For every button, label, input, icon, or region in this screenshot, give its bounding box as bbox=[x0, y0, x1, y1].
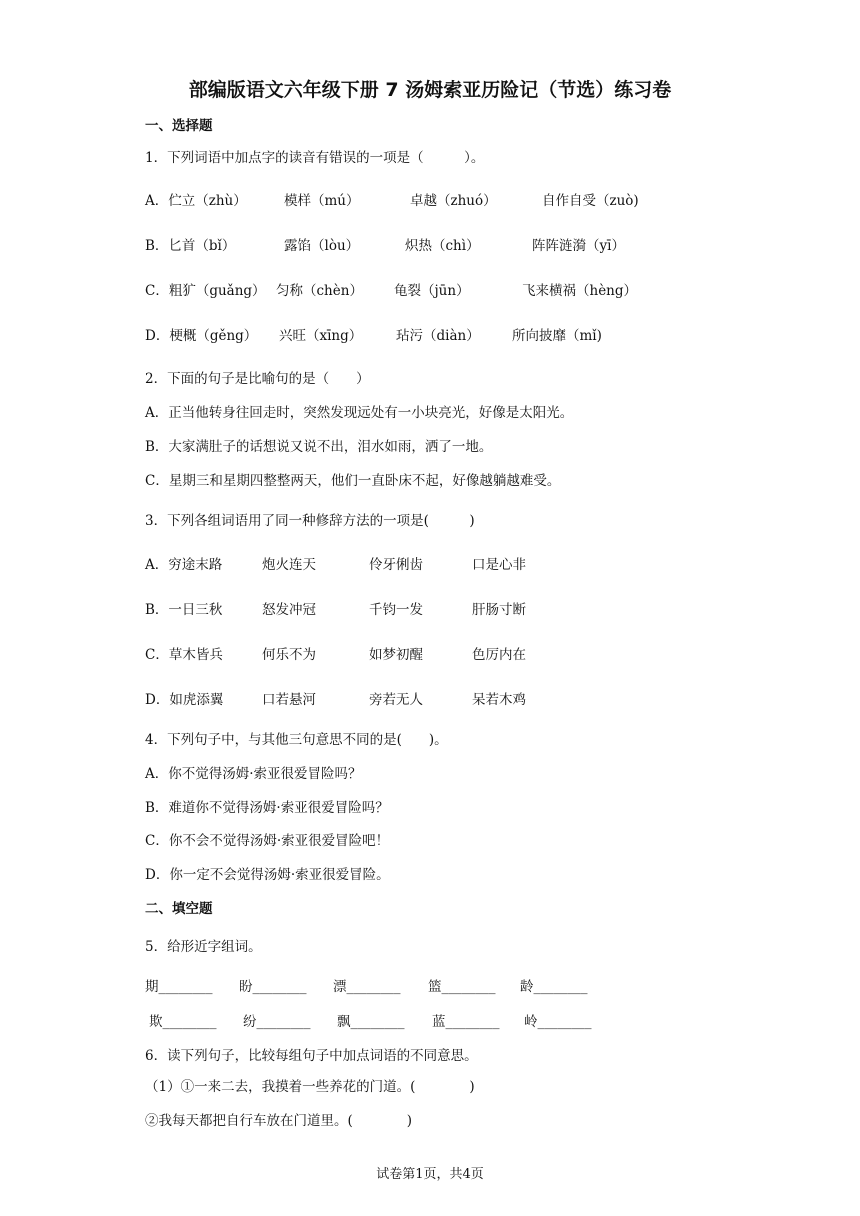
q4-option-c: C．你不会不觉得汤姆·索亚很爱冒险吧！ bbox=[145, 833, 390, 849]
q1-option-d-3: 玷污（diàn） bbox=[396, 328, 480, 344]
section-heading-choice: 一、选择题 bbox=[145, 118, 213, 134]
q4-option-d: D．你一定不会觉得汤姆·索亚很爱冒险。 bbox=[145, 867, 390, 883]
page-title: 部编版语文六年级下册 7 汤姆索亚历险记（节选）练习卷 bbox=[188, 79, 672, 101]
q3-option-a-4: 口是心非 bbox=[472, 557, 526, 573]
q3-option-a-2: 炮火连天 bbox=[262, 557, 316, 573]
q1-option-a-3: 卓越（zhuó） bbox=[410, 193, 497, 209]
q5-word-10: 岭________ bbox=[524, 1014, 592, 1030]
question-2-stem: 2．下面的句子是比喻句的是（ ） bbox=[145, 371, 370, 387]
question-5-stem: 5．给形近字组词。 bbox=[145, 939, 262, 955]
q3-option-a-1: A．穷途末路 bbox=[145, 557, 223, 573]
q3-option-c-3: 如梦初醒 bbox=[369, 647, 423, 663]
q1-option-c-4: 飞来横祸（hèng） bbox=[522, 283, 638, 299]
q3-option-b-3: 千钧一发 bbox=[369, 602, 423, 618]
q5-word-4: 篮________ bbox=[428, 979, 496, 995]
q3-option-b-1: B．一日三秋 bbox=[145, 602, 223, 618]
q6-sentence-2: ②我每天都把自行车放在门道里。( ) bbox=[145, 1113, 413, 1129]
page-footer: 试卷第1页，共4页 bbox=[376, 1167, 484, 1182]
q6-sentence-1: （1）①一来二去，我摸着一些养花的门道。( ) bbox=[145, 1079, 475, 1095]
q5-word-1: 期________ bbox=[145, 979, 213, 995]
q1-option-a-2: 模样（mú） bbox=[284, 193, 360, 209]
q1-option-b-2: 露馅（lòu） bbox=[284, 238, 360, 254]
question-4-stem: 4．下列句子中，与其他三句意思不同的是( )。 bbox=[145, 732, 448, 748]
q3-option-d-1: D．如虎添翼 bbox=[145, 692, 224, 708]
q3-option-d-4: 呆若木鸡 bbox=[472, 692, 526, 708]
q2-option-c: C．星期三和星期四整整两天，他们一直卧床不起，好像越躺越难受。 bbox=[145, 473, 561, 489]
q3-option-d-2: 口若悬河 bbox=[262, 692, 316, 708]
q1-option-c-3: 龟裂（jūn） bbox=[394, 283, 470, 299]
section-heading-fill: 二、填空题 bbox=[145, 901, 213, 917]
q5-word-7: 纷________ bbox=[243, 1014, 311, 1030]
q5-word-2: 盼________ bbox=[239, 979, 307, 995]
q1-option-d-2: 兴旺（xīng） bbox=[279, 328, 363, 344]
question-6-stem: 6．读下列句子，比较每组句子中加点词语的不同意思。 bbox=[145, 1048, 478, 1064]
q5-word-3: 漂________ bbox=[333, 979, 401, 995]
q3-option-b-4: 肝肠寸断 bbox=[472, 602, 526, 618]
q3-option-c-4: 色厉内在 bbox=[472, 647, 526, 663]
q1-option-c-2: 匀称（chèn） bbox=[276, 283, 363, 299]
q3-option-c-2: 何乐不为 bbox=[262, 647, 316, 663]
q5-word-6: 欺________ bbox=[149, 1014, 217, 1030]
q4-option-b: B．难道你不觉得汤姆·索亚很爱冒险吗？ bbox=[145, 800, 389, 816]
q1-option-b-4: 阵阵涟漪（yī） bbox=[532, 238, 625, 254]
q3-option-d-3: 旁若无人 bbox=[369, 692, 423, 708]
question-3-stem: 3．下列各组词语用了同一种修辞方法的一项是( ) bbox=[145, 513, 475, 529]
q2-option-a: A．正当他转身往回走时，突然发现远处有一小块亮光，好像是太阳光。 bbox=[145, 405, 574, 421]
q1-option-a-4: 自作自受（zuò) bbox=[542, 193, 639, 209]
q1-option-d-1: D．梗概（gěng） bbox=[145, 328, 258, 344]
q5-word-5: 龄________ bbox=[520, 979, 588, 995]
q3-option-a-3: 伶牙俐齿 bbox=[369, 557, 423, 573]
q1-option-c-1: C．粗犷（guǎng） bbox=[145, 283, 266, 299]
q5-word-9: 蓝________ bbox=[432, 1014, 500, 1030]
q3-option-b-2: 怒发冲冠 bbox=[262, 602, 316, 618]
q4-option-a: A．你不觉得汤姆·索亚很爱冒险吗？ bbox=[145, 766, 362, 782]
question-1-stem: 1．下列词语中加点字的读音有错误的一项是（ ）。 bbox=[145, 150, 485, 166]
q3-option-c-1: C．草木皆兵 bbox=[145, 647, 223, 663]
q1-option-b-1: B．匕首（bǐ） bbox=[145, 238, 236, 254]
q5-word-8: 飘________ bbox=[337, 1014, 405, 1030]
q1-option-b-3: 炽热（chì） bbox=[405, 238, 480, 254]
q1-option-d-4: 所向披靡（mǐ) bbox=[512, 328, 602, 344]
q1-option-a-1: A．伫立（zhù） bbox=[145, 193, 247, 209]
q2-option-b: B．大家满肚子的话想说又说不出，泪水如雨，洒了一地。 bbox=[145, 439, 493, 455]
